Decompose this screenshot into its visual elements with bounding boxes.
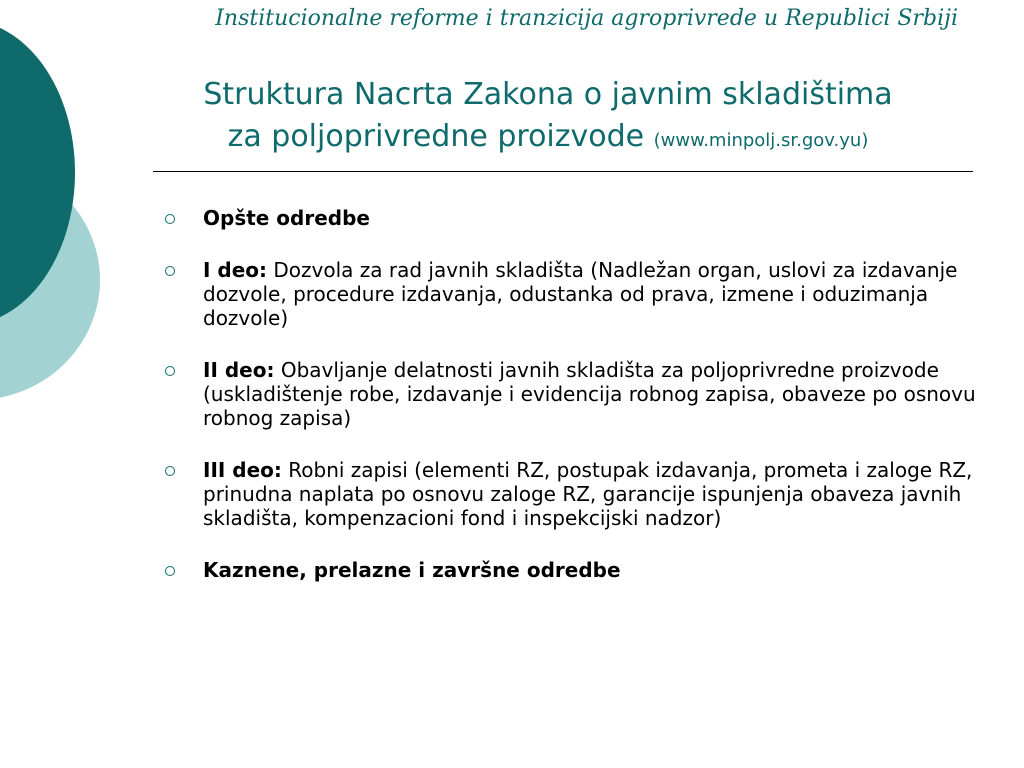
bullet-item-penal-provisions [160, 558, 980, 582]
circle-bullet-icon [165, 566, 175, 576]
slide-title-line-2 [128, 116, 968, 162]
title-divider [153, 171, 973, 172]
circle-bullet-icon [165, 266, 175, 276]
slide-title-line-2-text: za poljoprivredne proizvode [227, 119, 645, 154]
bullet-heading: III deo: [203, 458, 282, 482]
circle-bullet-icon [165, 366, 175, 376]
bullet-list [160, 206, 980, 610]
bullet-heading: II deo: [203, 358, 275, 382]
circle-bullet-icon [165, 466, 175, 476]
bullet-heading: Kaznene, prelazne i završne odredbe [203, 558, 621, 582]
slide-title [128, 74, 968, 162]
circle-bullet-icon [165, 214, 175, 224]
slide-title-line-1: Struktura Nacrta Zakona o javnim skladištima [203, 77, 893, 112]
bullet-item-part-2 [160, 358, 980, 430]
bullet-heading: I deo: [203, 258, 268, 282]
source-url: (www.minpolj.sr.gov.yu) [653, 130, 869, 151]
bullet-item-general-provisions [160, 206, 980, 230]
bullet-text: Robni zapisi (elementi RZ, postupak izdavanja, prometa i zaloge RZ, prinudna naplata po osnovu zaloge RZ, garancije ispunjenja obaveza javnih skladišta, kompenzacioni fond i inspekcijski nadzor) [203, 458, 973, 530]
bullet-item-part-3 [160, 458, 980, 530]
bullet-text: Dozvola za rad javnih skladišta (Nadležan organ, uslovi za izdavanje dozvole, procedure izdavanja, odustanka od prava, izmene i oduzimanja dozvole) [203, 258, 958, 330]
presentation-title: Institucionalne reforme i tranzicija agroprivrede u Republici Srbiji [215, 6, 958, 31]
bullet-item-part-1 [160, 258, 980, 330]
bullet-heading: Opšte odredbe [203, 206, 370, 230]
bullet-text: Obavljanje delatnosti javnih skladišta za poljoprivredne proizvode (uskladištenje robe, izdavanje i evidencija robnog zapisa, obaveze po osnovu robnog zapisa) [203, 358, 976, 430]
